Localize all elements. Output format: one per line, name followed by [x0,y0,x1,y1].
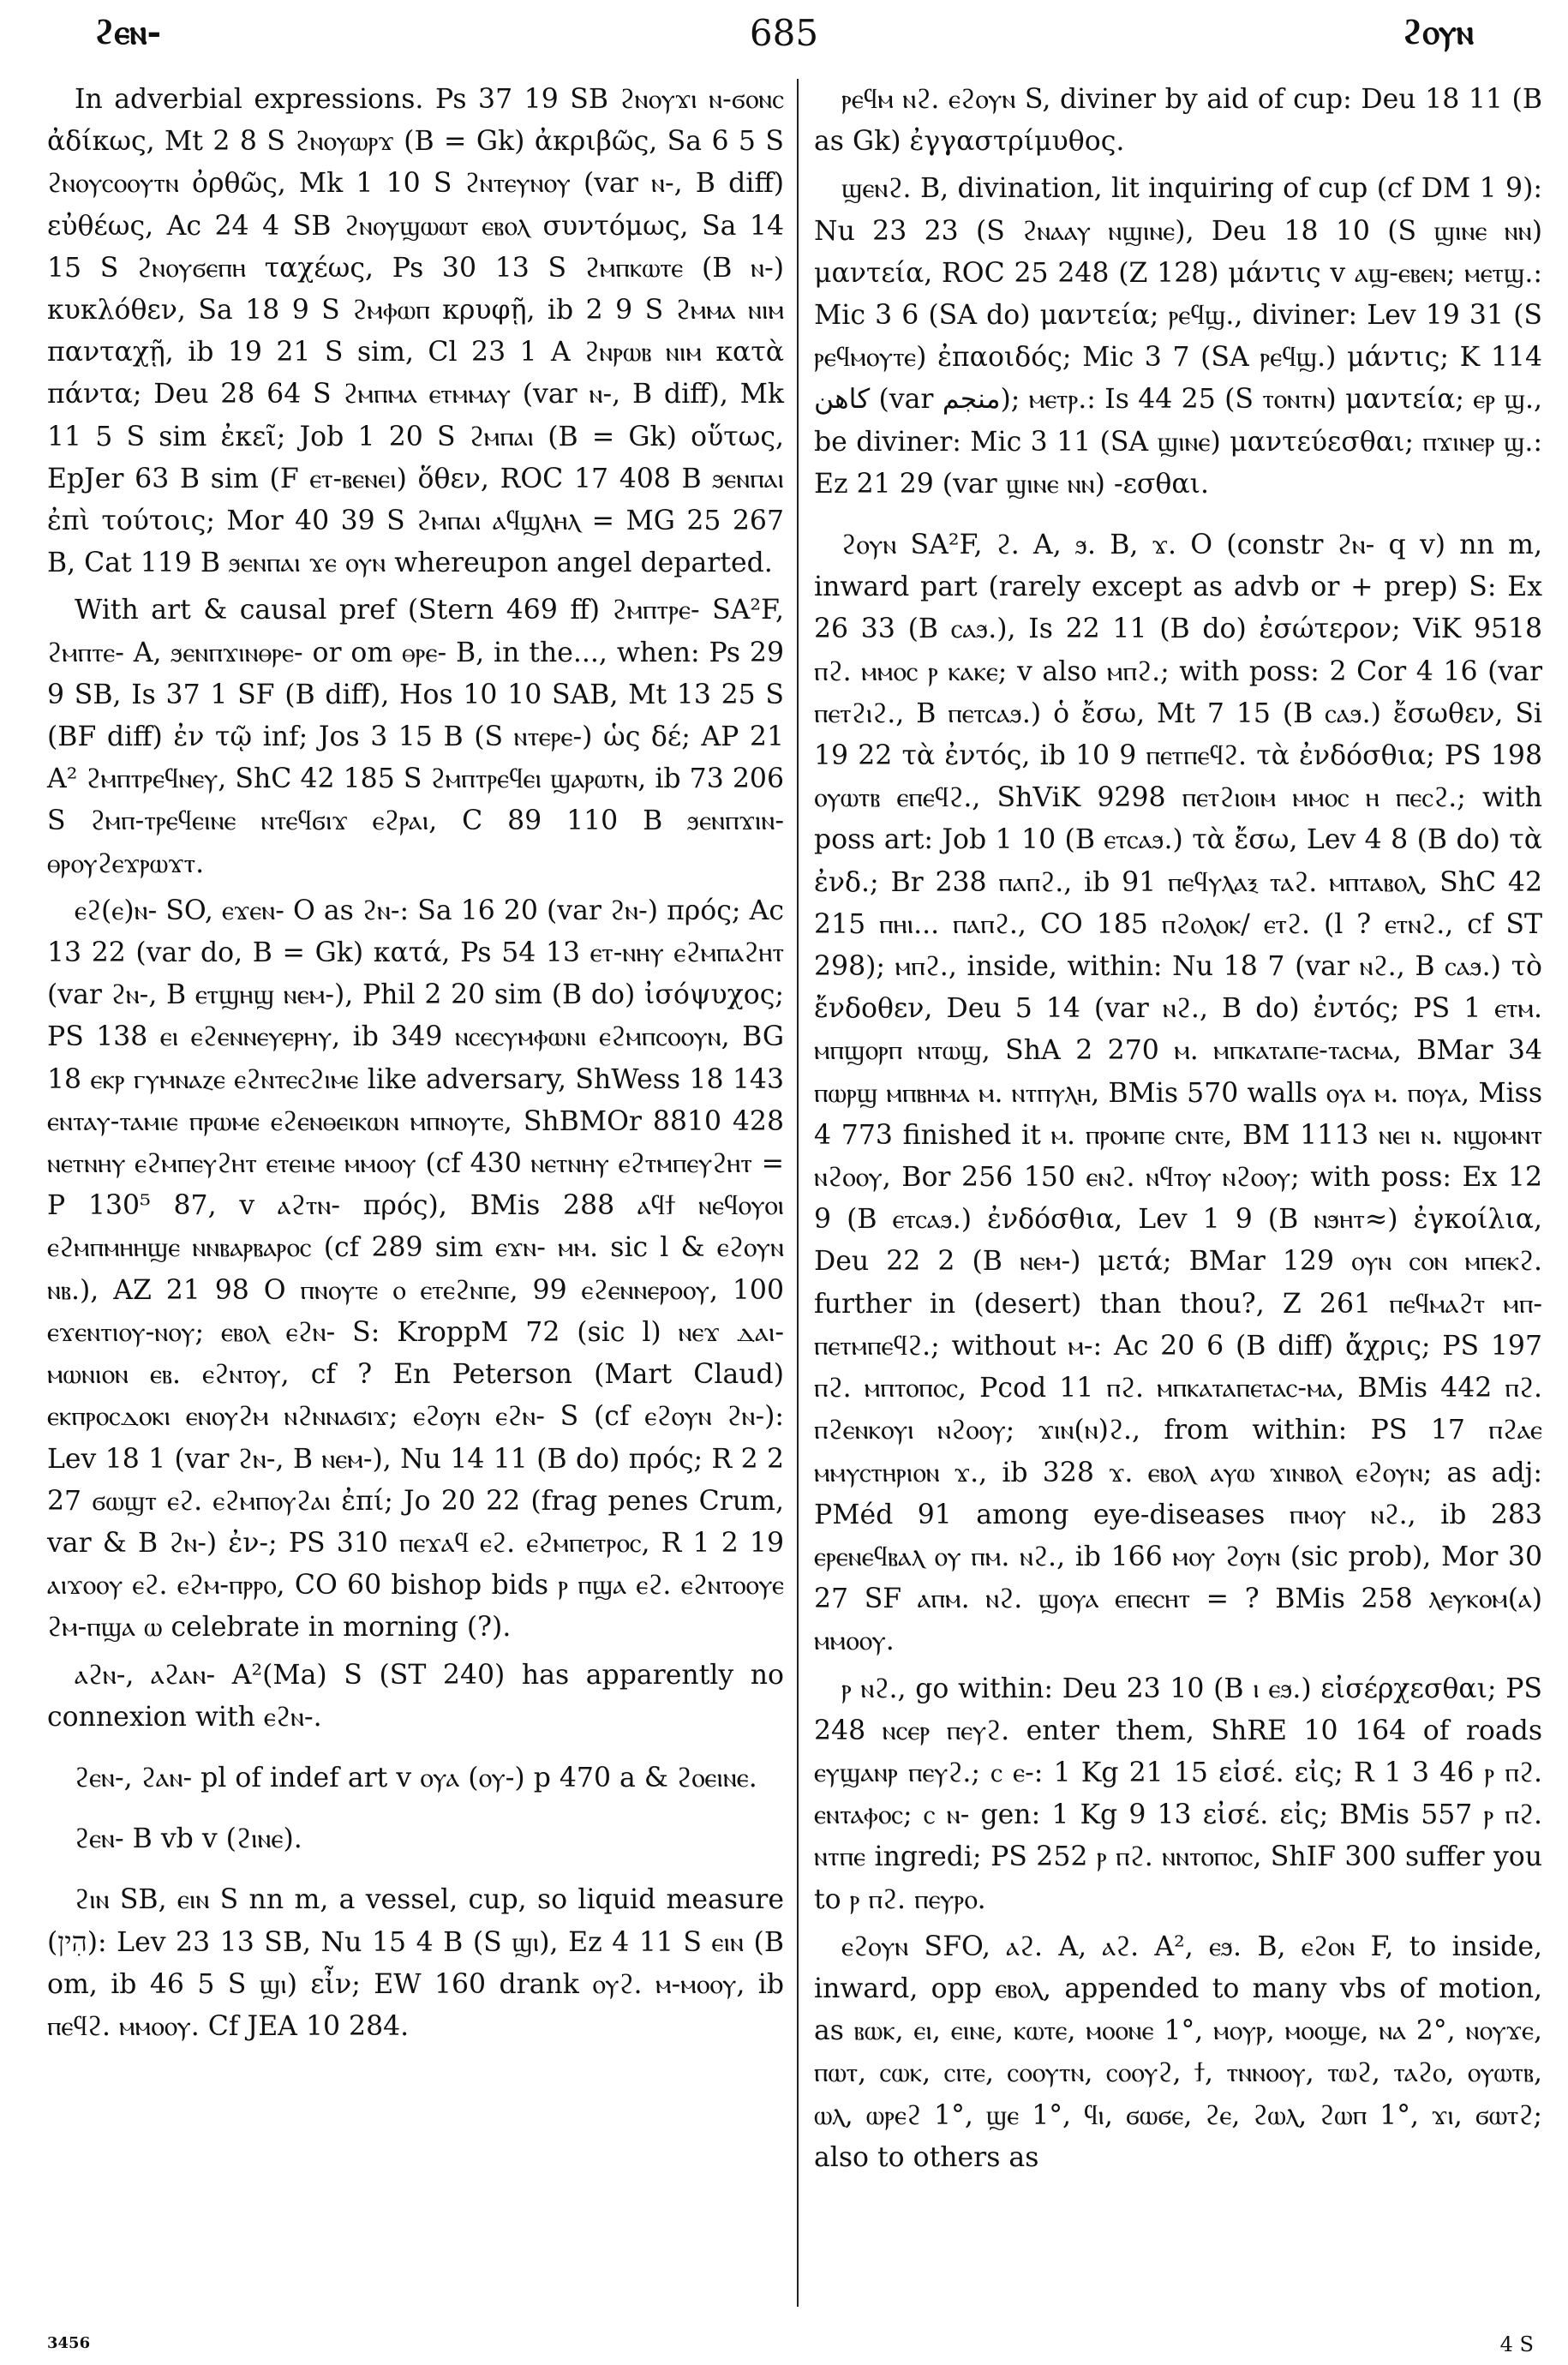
entry-paragraph: With art & causal pref (Stern 469 ff) ϩⲙⲡⲧⲣⲉ- SA²F, ϩⲙⲡⲧⲉ- A, ϧⲉⲛⲡϫⲓⲛⲑⲣⲉ- or om ⲑⲣⲉ- B, in the..., when: Ps 29 9 SB, Is 37 1 SF (B diff), Hos 10 10 SAB, Mt 13 25 S (BF diff) ἐν τῷ inf; Jos 3 15 B (S ⲛⲧⲉⲣⲉ-) ὡς δέ; AP 21 A² ϩⲙⲡⲧⲣⲉϥⲛⲉⲩ, ShC 42 185 S ϩⲙⲡⲧⲣⲉϥⲉⲓ ϣⲁⲣⲱⲧⲛ, ib 73 206 S ϩⲙⲡ-ⲧⲣⲉϥⲉⲓⲛⲉ ⲛⲧⲉϥϭⲓϫ ⲉϩⲣⲁⲓ, C 89 110 B ϧⲉⲛⲡϫⲓⲛ-ⲑⲣⲟⲩϩⲉϫⲣⲱϫⲧ. [47,595,784,879]
page-header [0,12,1568,63]
entry-paragraph: ϩⲉⲛ-, ϩⲁⲛ- pl of indef art v ⲟⲩⲁ (ⲟⲩ-) p 470 a & ϩⲟⲉⲓⲛⲉ. [75,1762,757,1793]
header-left-headword: ϩⲉⲛ- [94,12,162,52]
entry-paragraph: ϩⲓⲛ SB, ⲉⲓⲛ S nn m, a vessel, cup, so liquid measure (הִין): Lev 23 13 SB, Nu 15 4 B (S ϣⲓ), Ez 4 11 S ⲉⲓⲛ (B om, ib 46 5 S ϣⲓ) εἶν; EW 160 drank ⲟⲩϩ. ⲙ-ⲙⲟⲟⲩ, ib ⲡⲉϥϩ. ⲙⲙⲟⲟⲩ. Cf JEA 10 284. [47,1884,784,2042]
header-right-headword: ϩⲟⲩⲛ [1402,12,1474,52]
entry-paragraph: ϩⲟⲩⲛ SA²F, ϩ. A, ϧ. B, ϫ. O (constr ϩⲛ- q v) nn m, inward part (rarely except as advb or + prep) S: Ex 26 33 (B ⲥⲁϧ.), Is 22 11 (B do) ἐσώτερον; ViK 9518 ⲡϩ. ⲙⲙⲟⲥ ⲣ ⲕⲁⲕⲉ; v also ⲙⲡϩ.; with poss: 2 Cor 4 16 (var ⲡⲉⲧϩⲓϩ., B ⲡⲉⲧⲥⲁϧ.) ὁ ἔσω, Mt 7 15 (B ⲥⲁϧ.) ἔσωθεν, Si 19 22 τὰ ἐντός, ib 10 9 ⲡⲉⲧⲡⲉϥϩ. τὰ ἐνδόσθια; PS 198 ⲟⲩⲱⲧⲃ ⲉⲡⲉϥϩ., ShViK 9298 ⲡⲉⲧϩⲓⲟⲓⲙ ⲙⲙⲟⲥ ⲏ ⲡⲉⲥϩ.; with poss art: Job 1 10 (B ⲉⲧⲥⲁϧ.) τὰ ἔσω, Lev 4 8 (B do) τὰ ἐνδ.; Br 238 ⲡⲁⲡϩ., ib 91 ⲡⲉϥⲩⲗⲁⲝ ⲧⲁϩ. ⲙⲡⲧⲁⲃⲟⲗ, ShC 42 215 ⲡⲏⲓ... ⲡⲁⲡϩ., CO 185 ⲡϩⲟⲗⲟⲕ/ ⲉⲧϩ. (l ? ⲉⲧⲛϩ., cf ST 298); ⲙⲡϩ., inside, within: Nu 18 7 (var ⲛϩ., B ⲥⲁϧ.) τὸ ἔνδοθεν, Deu 5 14 (var ⲛϩ., B do) ἐντός; PS 1 ⲉⲧⲙ. ⲙⲡϣⲟⲣⲡ ⲛⲧⲱϣ, ShA 2 270 ⲙ. ⲙⲡⲕⲁⲧⲁⲡⲉ-ⲧⲁⲥⲙⲁ, BMar 34 ⲡⲱⲣϣ ⲙⲡⲃⲏⲙⲁ ⲙ. ⲛⲧⲡⲩⲗⲏ, BMis 570 walls ⲟⲩⲁ ⲙ. ⲡⲟⲩⲁ, Miss 4 773 finished it ⲙ. ⲡⲣⲟⲙⲡⲉ ⲥⲛⲧⲉ, BM 1113 ⲛⲉⲓ ⲛ. ⲛϣⲟⲙⲛⲧ ⲛϩⲟⲟⲩ, Bor 256 150 ⲉⲛϩ. ⲛϥⲧⲟⲩ ⲛϩⲟⲟⲩ; with poss: Ex 12 9 (B ⲉⲧⲥⲁϧ.) ἐνδόσθια, Lev 1 9 (B ⲛϧⲏⲧ≈) ἐγκοίλια, Deu 22 2 (B ⲛⲉⲙ-) μετά; BMar 129 ⲟⲩⲛ ⲥⲟⲛ ⲙⲡⲉⲕϩ. further in (desert) than thou?, Z 261 ⲡⲉϥⲙⲁϩⲧ ⲙⲡ-ⲡⲉⲧⲙⲡⲉϥϩ.; without ⲙ-: Ac 20 6 (B diff) ἄχρις; PS 197 ⲡϩ. ⲙⲡⲧⲟⲡⲟⲥ, Pcod 11 ⲡϩ. ⲙⲡⲕⲁⲧⲁⲡⲉⲧⲁⲥ-ⲙⲁ, BMis 442 ⲡϩ. ⲡϩⲉⲛⲕⲟⲩⲓ ⲛϩⲟⲟⲩ; ϫⲓⲛ(ⲛ)ϩ., from within: PS 17 ⲡϩⲁⲉ ⲙⲙⲩⲥⲧⲏⲣⲓⲟⲛ ϫ., ib 328 ϫ. ⲉⲃⲟⲗ ⲁⲩⲱ ϫⲓⲛⲃⲟⲗ ⲉϩⲟⲩⲛ; as adj: PMéd 91 among eye-diseases ⲡⲙⲟⲩ ⲛϩ., ib 283 ⲉⲣⲉⲛⲉϥⲃⲁⲗ ⲟⲩ ⲡⲙ. ⲛϩ., ib 166 ⲙⲟⲩ ϩⲟⲩⲛ (sic prob), Mor 30 27 SF ⲁⲡⲙ. ⲛϩ. ϣⲟⲩⲁ ⲉⲡⲉⲥⲏⲧ = ? BMis 258 ⲗⲉⲩⲕⲟⲙ(ⲁ) ⲙⲙⲟⲟⲩ. [814,530,1542,1657]
column-divider [797,79,799,2307]
left-column [47,79,784,2053]
entry-paragraph: ⲉϩⲟⲩⲛ SFO, ⲁϩ. A, ⲁϩ. A², ⲉϧ. B, ⲉϩⲟⲛ F, to inside, inward, opp ⲉⲃⲟⲗ, appended to many vbs of motion, as ⲃⲱⲕ, ⲉⲓ, ⲉⲓⲛⲉ, ⲕⲱⲧⲉ, ⲙⲟⲟⲛⲉ 1°, ⲙⲟⲩⲣ, ⲙⲟⲟϣⲉ, ⲛⲁ 2°, ⲛⲟⲩϫⲉ, ⲡⲱⲧ, ⲥⲱⲕ, ⲥⲓⲧⲉ, ⲥⲟⲟⲩⲧⲛ, ⲥⲟⲟⲩϩ, ϯ, ⲧⲛⲛⲟⲟⲩ, ⲧⲱϩ, ⲧⲁϩⲟ, ⲟⲩⲱⲧⲃ, ⲱⲗ, ⲱⲣⲉϩ 1°, ϣⲉ 1°, ϥⲓ, ϭⲱϭⲉ, ϩⲉ, ϩⲱⲗ, ϩⲱⲡ 1°, ϫⲓ, ϭⲱⲧϩ; also to others as [814,1931,1542,2173]
entry-paragraph: ϩⲉⲛ- B vb v (ϩⲓⲛⲉ). [75,1823,302,1855]
footer-signature-mark: 3456 [47,2334,91,2352]
entry-paragraph: ⲉϩ(ⲉ)ⲛ- SO, ⲉϫⲉⲛ- O as ϩⲛ-: Sa 16 20 (var ϩⲛ-) πρός; Ac 13 22 (var do, B = Gk) κατά, Ps 54 13 ⲉⲧ-ⲛⲏⲩ ⲉϩⲙⲡⲁϩⲏⲧ (var ϩⲛ-, B ⲉⲧϣⲏϣ ⲛⲉⲙ-), Phil 2 20 sim (B do) ἰσόψυχος; PS 138 ⲉⲓ ⲉϩⲉⲛⲛⲉⲩⲉⲣⲏⲩ, ib 349 ⲛⲥⲉⲥⲩⲙⲫⲱⲛⲓ ⲉϩⲙⲡⲥⲟⲟⲩⲛ, BG 18 ⲉⲕⲣ ⲅⲩⲙⲛⲁⲍⲉ ⲉϩⲛⲧⲉⲥϩⲓⲙⲉ like adversary, ShWess 18 143 ⲉⲛⲧⲁⲩ-ⲧⲁⲙⲓⲉ ⲡⲣⲱⲙⲉ ⲉϩⲉⲛⲑⲉⲓⲕⲱⲛ ⲙⲡⲛⲟⲩⲧⲉ, ShBMOr 8810 428 ⲛⲉⲧⲛⲏⲩ ⲉϩⲙⲡⲉⲩϩⲏⲧ ⲉⲧⲉⲓⲙⲉ ⲙⲙⲟⲟⲩ (cf 430 ⲛⲉⲧⲛⲏⲩ ⲉϩⲧⲙⲡⲉⲩϩⲏⲧ = P 130⁵ 87, v ⲁϩⲧⲛ- πρός), BMis 288 ⲁϥϯ ⲛⲉϥⲟⲩⲟⲓ ⲉϩⲙⲡⲙⲏⲏϣⲉ ⲛⲛⲃⲁⲣⲃⲁⲣⲟⲥ (cf 289 sim ⲉϫⲛ- ⲙⲙ. sic l & ⲉϩⲟⲩⲛ ⲛⲃ.), AZ 21 98 O ⲡⲛⲟⲩⲧⲉ ⲟ ⲉⲧⲉϩⲛⲡⲉ, 99 ⲉϩⲉⲛⲛⲉⲣⲟⲟⲩ, 100 ⲉϫⲉⲛⲧⲓⲟⲩ-ⲛⲟⲩ; ⲉⲃⲟⲗ ⲉϩⲛ- S: KroppM 72 (sic l) ⲛⲉϫ ⲇⲁⲓ-ⲙⲱⲛⲓⲟⲛ ⲉⲃ. ⲉϩⲛⲧⲟⲩ, cf ? En Peterson (Mart Claud) ⲉⲕⲡⲣⲟⲥⲇⲟⲕⲓ ⲉⲛⲟⲩϩⲙ ⲛϩⲛⲛⲁϭⲓϫ; ⲉϩⲟⲩⲛ ⲉϩⲛ- S (cf ⲉϩⲟⲩⲛ ϩⲛ-): Lev 18 1 (var ϩⲛ-, B ⲛⲉⲙ-), Nu 14 11 (B do) πρός; R 2 2 27 ϭⲱϣⲧ ⲉϩ. ⲉϩⲙⲡⲟⲩϩⲁⲓ ἐπί; Jo 20 22 (frag penes Crum, var & B ϩⲛ-) ἐν-; PS 310 ⲡⲉϫⲁϥ ⲉϩ. ⲉϩⲙⲡⲉⲧⲣⲟⲥ, R 1 2 19 ⲁⲓϫⲟⲟⲩ ⲉϩ. ⲉϩⲙ-ⲡⲣⲣⲟ, CO 60 bishop bids ⲣ ⲡϣⲁ ⲉϩ. ⲉϩⲛⲧⲟⲟⲩⲉ ϩⲙ-ⲡϣⲁ ⲱ celebrate in morning (?). [47,895,785,1644]
entry-paragraph: ϣⲉⲛϩ. B, divination, lit inquiring of cup (cf DM 1 9): Nu 23 23 (S ϩⲛⲁⲁⲩ ⲛϣⲓⲛⲉ), Deu 18 10 (S ϣⲓⲛⲉ ⲛⲛ) μαντεία, ROC 25 248 (Z 128) μάντις v ⲁϣ-ⲉⲃⲉⲛ; ⲙⲉⲧϣ.: Mic 3 6 (SA do) μαντεία; ⲣⲉϥϣ., diviner: Lev 19 31 (S ⲣⲉϥⲙⲟⲩⲧⲉ) ἐπαοιδός; Mic 3 7 (SA ⲣⲉϥϣ.) μάντις; K 114 كاهن (var منجم); ⲙⲉⲧⲣ.: Is 44 25 (S ⲧⲟⲛⲧⲛ) μαντεία; ⲉⲣ ϣ., be diviner: Mic 3 11 (SA ϣⲓⲛⲉ) μαντεύεσθαι; ⲡϫⲓⲛⲉⲣ ϣ.: Ez 21 29 (var ϣⲓⲛⲉ ⲛⲛ) -εσθαι. [814,173,1542,500]
page-number: 685 [749,12,819,54]
entry-paragraph: ⲣⲉϥⲙ ⲛϩ. ⲉϩⲟⲩⲛ S, diviner by aid of cup: Deu 18 11 (B as Gk) ἐγγαστρίμυθος. [814,84,1542,158]
entry-paragraph: ⲣ ⲛϩ., go within: Deu 23 10 (B ⲓ ⲉϧ.) εἰσέρχεσθαι; PS 248 ⲛⲥⲉⲣ ⲡⲉⲩϩ. enter them, ShRE 10 164 of roads ⲉⲩϣⲁⲛⲣ ⲡⲉⲩϩ.; ⲥ ⲉ-: 1 Kg 21 15 εἰσέ. εἰς; R 1 3 46 ⲣ ⲡϩ. ⲉⲛⲧⲁⲫⲟⲥ; ⲥ ⲛ- gen: 1 Kg 9 13 εἰσέ. εἰς; BMis 557 ⲣ ⲡϩ. ⲛⲧⲡⲉ ingredi; PS 252 ⲣ ⲡϩ. ⲛⲛⲧⲟⲡⲟⲥ, ShIF 300 suffer you to ⲣ ⲡϩ. ⲡⲉⲩⲣⲟ. [814,1673,1542,1915]
entry-paragraph: In adverbial expressions. Ps 37 19 SB ϩⲛⲟⲩϫⲓ ⲛ-ϭⲟⲛⲥ ἀδίκως, Mt 2 8 S ϩⲛⲟⲩⲱⲣϫ (B = Gk) ἀκριβῶς, Sa 6 5 S ϩⲛⲟⲩⲥⲟⲟⲩⲧⲛ ὀρθῶς, Mk 1 10 S ϩⲛⲧⲉⲩⲛⲟⲩ (var ⲛ-, B diff) εὐθέως, Ac 24 4 SB ϩⲛⲟⲩϣⲱⲱⲧ ⲉⲃⲟⲗ συντόμως, Sa 14 15 S ϩⲛⲟⲩϭⲉⲡⲏ ταχέως, Ps 30 13 S ϩⲙⲡⲕⲱⲧⲉ (B ⲛ-) κυκλόθεν, Sa 18 9 S ϩⲙⲫⲱⲡ κρυφῇ, ib 2 9 S ϩⲙⲙⲁ ⲛⲓⲙ πανταχῇ, ib 19 21 S sim, Cl 23 1 A ϩⲛⲣⲱⲃ ⲛⲓⲙ κατὰ πάντα; Deu 28 64 S ϩⲙⲡⲙⲁ ⲉⲧⲙⲙⲁⲩ (var ⲛ-, B diff), Mk 11 5 S sim ἐκεῖ; Job 1 20 S ϩⲙⲡⲁⲓ (B = Gk) οὕτως, EpJer 63 B sim (F ⲉⲧ-ⲃⲉⲛⲉⲓ) ὅθεν, ROC 17 408 B ϧⲉⲛⲡⲁⲓ ἐπὶ τούτοις; Mor 40 39 S ϩⲙⲡⲁⲓ ⲁϥϣⲗⲏⲗ = MG 25 267 B, Cat 119 B ϧⲉⲛⲡⲁⲓ ϫⲉ ⲟⲩⲛ whereupon angel departed. [47,84,784,579]
entry-paragraph: ⲁϩⲛ-, ⲁϩⲁⲛ- A²(Ma) S (ST 240) has apparently no connexion with ⲉϩⲛ-. [47,1659,784,1733]
right-column [814,79,1542,2184]
footer-gathering-mark: 4 S [1499,2332,1534,2356]
